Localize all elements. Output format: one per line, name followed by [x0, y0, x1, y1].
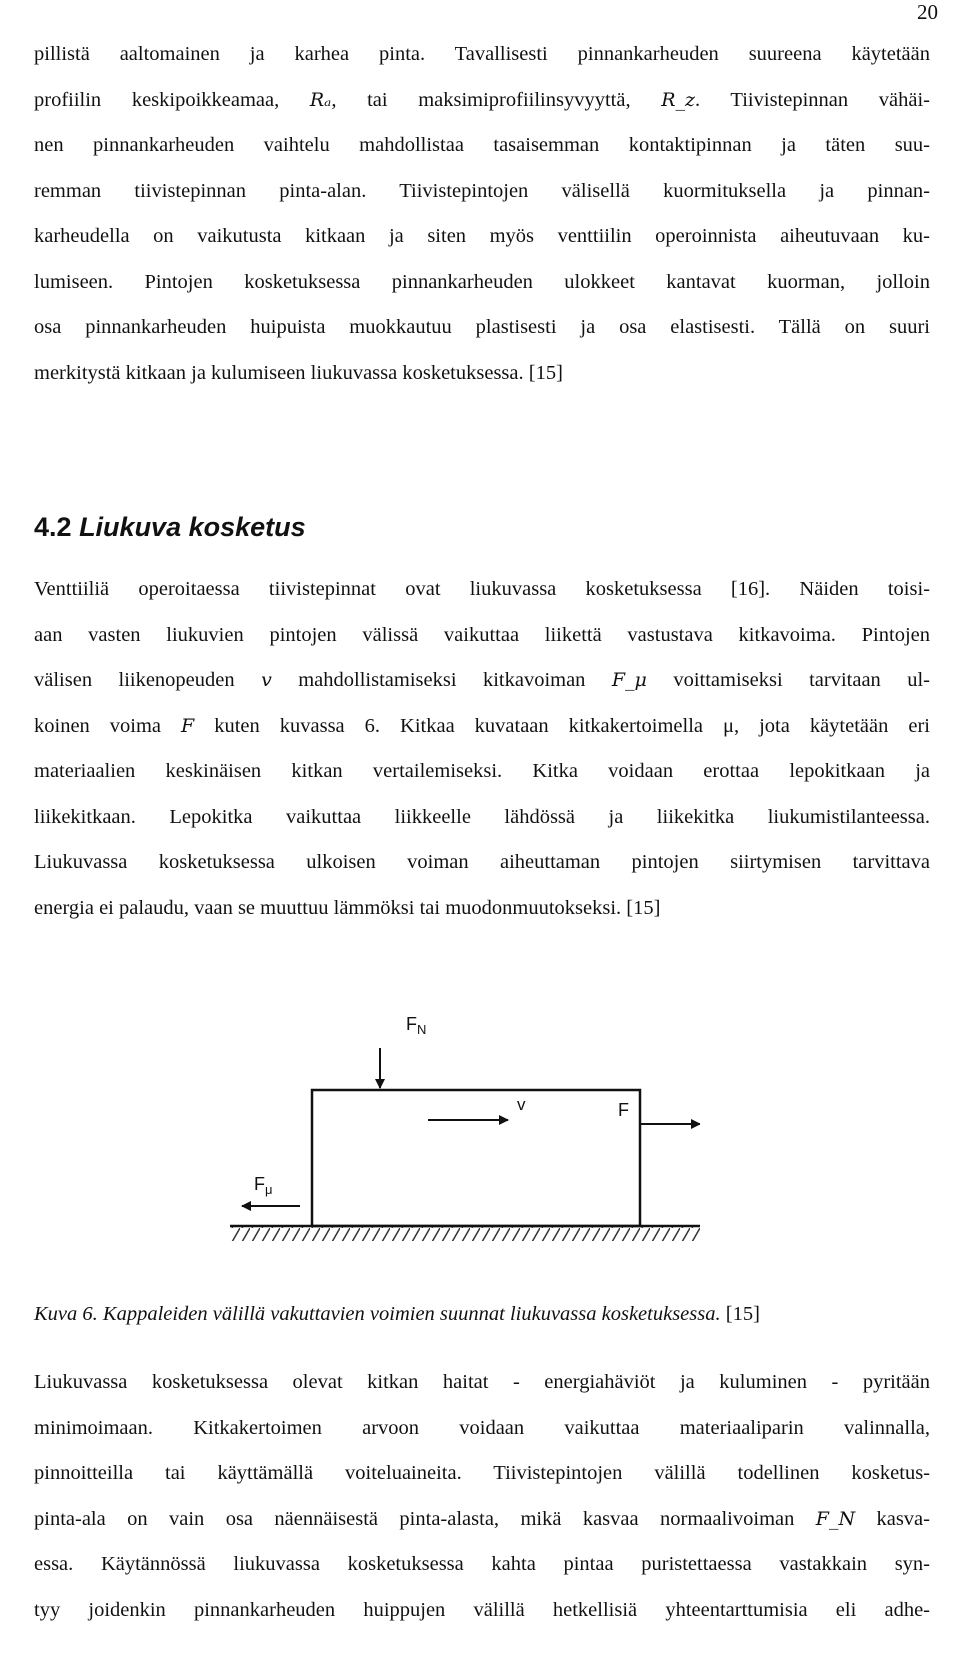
text-line: profiilin keskipoikkeamaa, Rₐ, tai maksimiprofiilinsyvyyttä, R_z. Tiivistepinnan vähäi- [34, 88, 930, 111]
symbol-fn: F_N [815, 1507, 856, 1530]
text-line: materiaalien keskinäisen kitkan vertailemiseksi. Kitka voidaan erottaa lepokitkaan ja [34, 760, 930, 782]
text-line: pinnoitteilla tai käyttämällä voiteluaineita. Tiivistepintojen välillä todellinen kosketus- [34, 1462, 930, 1484]
text-line: tyy joidenkin pinnankarheuden huippujen välillä hetkellisiä yhteentarttumisia eli adhe- [34, 1598, 930, 1621]
text-line: Liukuvassa kosketuksessa ulkoisen voiman aiheuttaman pintojen siirtymisen tarvittava [34, 851, 930, 873]
text-line: energia ei palaudu, vaan se muuttuu lämmöksi tai muodonmuutokseksi. [15] [34, 896, 661, 919]
ground-hatching [230, 1227, 700, 1241]
text-line: karheudella on vaikutusta kitkaan ja siten myös venttiilin operoinnista aiheutuvaan ku- [34, 225, 930, 247]
page-number: 20 [917, 0, 938, 24]
text-line: nen pinnankarheuden vaihtelu mahdollistaa tasaisemman kontaktipinnan ja täten suu- [34, 134, 930, 156]
label-normal-force: $F_N$ [406, 1014, 427, 1037]
paragraph-friction-reduction [34, 1360, 930, 1633]
figure-friction-diagram [230, 1004, 700, 1304]
text-line: Venttiiliä operoitaessa tiivistepinnat ovat liukuvassa kosketuksessa [16]. Näiden toisi- [34, 578, 930, 600]
symbol-rz: R_z [661, 88, 696, 111]
text-line: osa pinnankarheuden huipuista muokkautuu plastisesti ja osa elastisesti. Tällä on suuri [34, 316, 930, 338]
friction-diagram-svg [230, 1004, 700, 1304]
text-line: minimoimaan. Kitkakertoimen arvoon voidaan vaikuttaa materiaaliparin valinnalla, [34, 1416, 930, 1439]
text-line: liikekitkaan. Lepokitka vaikuttaa liikkeelle lähdössä ja liikekitka liukumistilanteessa. [34, 805, 930, 828]
symbol-f: F [181, 714, 195, 737]
paragraph-sliding-contact [34, 567, 930, 931]
text-line: remman tiivistepinnan pinta-alan. Tiivistepintojen välisellä kuormituksella ja pinnan- [34, 179, 930, 202]
section-heading [34, 512, 306, 543]
text-line: lumiseen. Pintojen kosketuksessa pinnankarheuden ulokkeet kantavat kuorman, jolloin [34, 270, 930, 293]
paragraph-surface-roughness [34, 32, 930, 396]
caption-text: Kuva 6. Kappaleiden välillä vakuttavien voimien suunnat liukuvassa kosketuksessa. [34, 1303, 721, 1325]
symbol-f-mu: F_μ [611, 669, 647, 691]
section-title: Liukuva kosketus [79, 512, 306, 542]
label-velocity: v [517, 1095, 526, 1114]
text-line: pinta-ala on vain osa näennäisestä pinta-alasta, mikä kasvaa normaalivoiman F_N kasva- [34, 1507, 930, 1530]
text-line: merkitystä kitkaan ja kulumiseen liukuvassa kosketuksessa. [15] [34, 361, 563, 384]
figure-caption [34, 1303, 760, 1326]
text-line: välisen liikenopeuden v mahdollistamiseksi kitkavoiman F_μ voittamiseksi tarvitaan ul- [34, 669, 931, 691]
label-friction-force: $F_\mu$ [254, 1174, 273, 1197]
caption-reference: [15] [720, 1303, 760, 1325]
symbol-ra: Rₐ [309, 88, 332, 111]
text-line: essa. Käytännössä liukuvassa kosketuksessa kahta pintaa puristettaessa vastakkain syn- [34, 1553, 930, 1575]
text-line: pillistä aaltomainen ja karhea pinta. Tavallisesti pinnankarheuden suureena käytetään [34, 43, 930, 65]
section-number: 4.2 [34, 512, 72, 542]
label-applied-force: F [618, 1100, 629, 1120]
text-line: koinen voima F kuten kuvassa 6. Kitkaa kuvataan kitkakertoimella μ, jota käytetään eri [34, 714, 930, 737]
text-line: aan vasten liukuvien pintojen välissä vaikuttaa liikettä vastustava kitkavoima. Pintojen [34, 623, 930, 646]
sliding-block [312, 1090, 640, 1226]
symbol-v: v [261, 669, 272, 691]
text-line: Liukuvassa kosketuksessa olevat kitkan haitat - energiahäviöt ja kuluminen - pyritään [34, 1371, 930, 1393]
